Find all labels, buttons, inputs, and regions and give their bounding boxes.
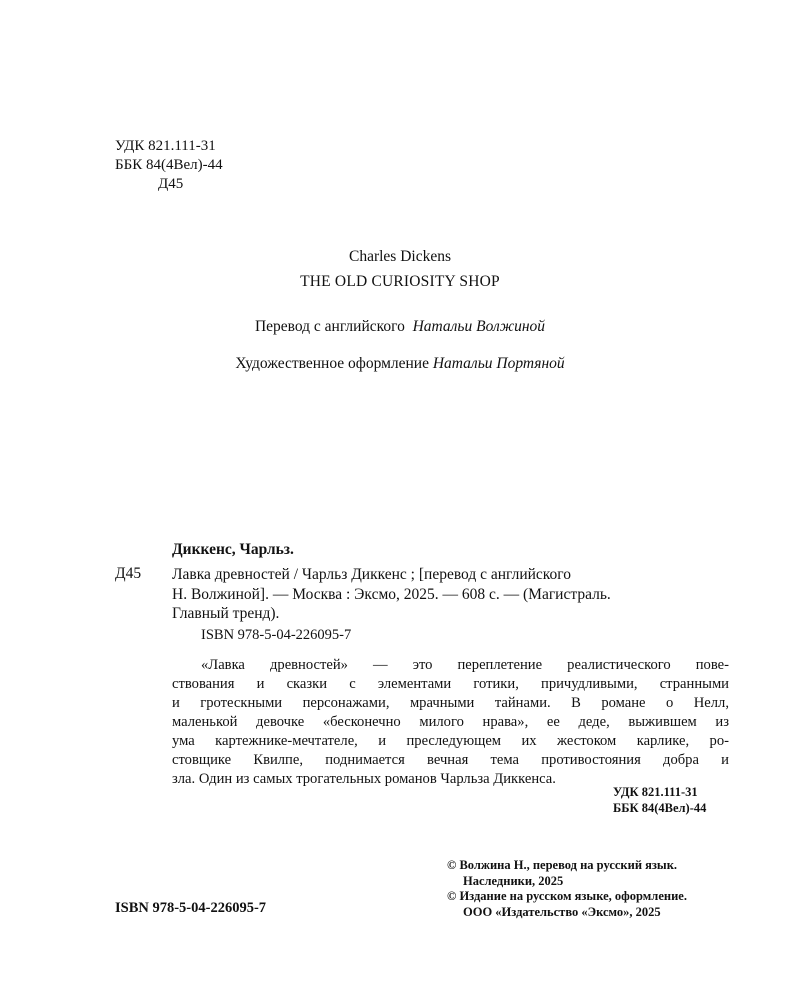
annotation-line: ствования и сказки с элементами готики, причудливыми, странными bbox=[172, 676, 729, 692]
annotation-line: стовщике Квилпе, поднимается вечная тема противостояния добра и bbox=[172, 752, 729, 768]
original-author: Charles Dickens bbox=[348, 248, 451, 265]
annotation-line: маленькой девочке «бесконечно милого нрава», ее деде, выжившем из bbox=[172, 714, 729, 730]
original-title: THE OLD CURIOSITY SHOP bbox=[300, 273, 500, 290]
bibliographic-author-mark: Д45 bbox=[115, 565, 142, 582]
classification-codes-bottom bbox=[613, 784, 706, 816]
copyright-line: © Волжина Н., перевод на русский язык. bbox=[447, 858, 678, 872]
isbn: ISBN 978-5-04-226095-7 bbox=[201, 627, 352, 643]
art-label: Художественное оформление bbox=[235, 355, 429, 372]
description-line: Н. Волжиной]. — Москва : Эксмо, 2025. — 608 с. — (Магистраль. bbox=[172, 585, 611, 603]
annotation-line: зла. Один из самых трогательных романов Чарльза Диккенса. bbox=[172, 771, 556, 787]
annotation-line: и гротескными персонажами, мрачными тайнами. В романе о Нелл, bbox=[172, 695, 729, 711]
author-mark: Д45 bbox=[158, 176, 184, 192]
translator-name: Натальи Волжиной bbox=[412, 318, 546, 335]
copyright-line: Наследники, 2025 bbox=[463, 873, 564, 888]
bbk-code: ББК 84(4Вел)-44 bbox=[115, 157, 223, 173]
translation-credit bbox=[0, 318, 800, 336]
copyright-line: © Издание на русском языке, оформление. bbox=[447, 889, 687, 903]
isbn-bottom: ISBN 978-5-04-226095-7 bbox=[115, 900, 267, 916]
bbk-code-bottom: ББК 84(4Вел)-44 bbox=[613, 801, 707, 815]
bibliographic-description bbox=[172, 565, 728, 624]
udk-code-bottom: УДК 821.111-31 bbox=[613, 785, 698, 799]
art-credit bbox=[0, 355, 800, 373]
copyright-line: ООО «Издательство «Эксмо», 2025 bbox=[463, 904, 661, 919]
bibliographic-author-heading: Диккенс, Чарльз. bbox=[172, 541, 294, 558]
description-line: Главный тренд). bbox=[172, 605, 280, 622]
classification-codes-top bbox=[115, 137, 223, 194]
udk-code: УДК 821.111-31 bbox=[115, 138, 216, 154]
translation-label: Перевод с английского bbox=[254, 318, 405, 335]
description-line: Лавка древностей / Чарльз Диккенс ; [перевод с английского bbox=[172, 566, 572, 583]
artist-name: Натальи Портяной bbox=[432, 355, 565, 372]
annotation-line: «Лавка древностей» — это переплетение реалистического пове- bbox=[201, 657, 729, 673]
annotation bbox=[172, 656, 729, 789]
annotation-line: ума картежнике-мечтателе, и преследующем их жестоком карлике, ро- bbox=[172, 733, 729, 749]
copyright-notice bbox=[447, 858, 687, 920]
